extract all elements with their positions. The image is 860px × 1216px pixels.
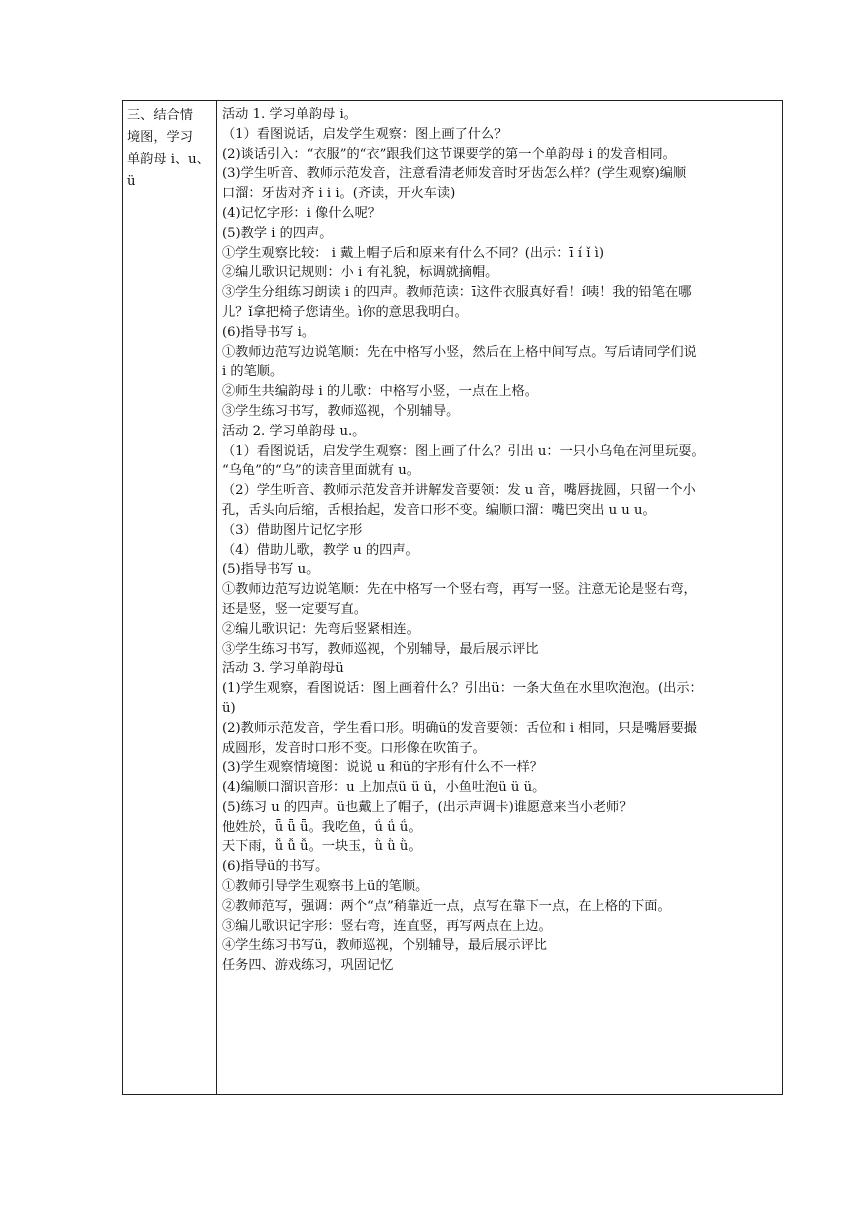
content-line: i 的笔顺。: [222, 364, 284, 380]
content-line: 天下雨，ǚ ǚ ǚ。一块玉，ǜ ǜ ǜ。: [222, 839, 422, 855]
content-line: 还是竖，竖一定要写直。: [222, 601, 368, 617]
section-title-line: 境图，学习: [127, 130, 193, 145]
content-line: （2）学生听音、教师示范发音并讲解发音要领：发 u 音，嘴唇拢圆，只留一个小: [222, 483, 696, 499]
content-line: 任务四、游戏练习，巩固记忆: [222, 958, 394, 974]
content-line: ②编儿歌识记规则：小 i 有礼貌，标调就摘帽。: [222, 265, 499, 281]
lesson-plan-table: [122, 100, 783, 1095]
content-line: (1)学生观察，看图说话：图上画着什么？引出ü：一条大鱼在水里吹泡泡。(出示：: [222, 681, 703, 697]
content-line: ①教师引导学生观察书上ü的笔顺。: [222, 879, 429, 895]
content-line: ②编儿歌识记：先弯后竖紧相连。: [222, 621, 420, 637]
content-line: ③编儿歌识记字形：竖右弯，连直竖，再写两点在上边。: [222, 918, 552, 934]
content-line: ③学生练习书写，教师巡视，个别辅导。: [222, 403, 460, 419]
content-line: (4)记忆字形：i 像什么呢？: [222, 205, 381, 221]
content-line: (3)学生观察情境图：说说 u 和ü的字形有什么不一样？: [222, 760, 543, 776]
content-line: 活动 3. 学习单韵母ü: [222, 661, 344, 677]
section-title-line: 三、结合情: [127, 108, 193, 123]
content-line: “乌龟”的“乌”的读音里面就有 u。: [222, 463, 420, 479]
section-title-cell: [123, 101, 217, 1095]
content-line: (4)编顺口溜识音形：u 上加点ü ü ü，小鱼吐泡ü ü ü。: [222, 780, 546, 796]
content-line: （1）看图说话，启发学生观察：图上画了什么？引出 u：一只小乌龟在河里玩耍。: [222, 443, 705, 459]
section-title-line: ü: [127, 174, 136, 189]
content-line: ③学生练习书写，教师巡视，个别辅导，最后展示评比: [222, 641, 539, 657]
content-line: ②教师范写，强调：两个“点”稍靠近一点，点写在靠下一点，在上格的下面。: [222, 898, 671, 914]
content-line: ①教师边范写边说笔顺：先在中格写一个竖右弯，再写一竖。注意无论是竖右弯，: [222, 582, 697, 598]
table-row: [123, 101, 783, 1095]
content-line: 孔，舌头向后缩，舌根抬起，发音口形不变。编顺口溜：嘴巴突出 u u u。: [222, 502, 656, 518]
content-line: (5)练习 u 的四声。ü也戴上了帽子，(出示声调卡)谁愿意来当小老师？: [222, 799, 633, 815]
content-line: (3)学生听音、教师示范发音，注意看清老师发音时牙齿怎么样？(学生观察)编顺: [222, 166, 687, 182]
content-line: ü): [222, 700, 236, 716]
content-line: (2)谈话引入：“衣服”的“衣”跟我们这节课要学的第一个单韵母 i 的发音相同。: [222, 146, 676, 162]
content-line: 口溜：牙齿对齐 i i i。(齐读，开火车读): [222, 186, 456, 202]
content-line: ②师生共编韵母 i 的儿歌：中格写小竖，一点在上格。: [222, 384, 538, 400]
content-line: (5)指导书写 u。: [222, 562, 320, 578]
content-line: (6)指导ü的书写。: [222, 859, 329, 875]
section-title-line: 单韵母 i、u、: [127, 152, 210, 167]
activities-cell: [217, 101, 783, 1095]
content-line: 儿？ǐ拿把椅子您请坐。ì你的意思我明白。: [222, 304, 468, 320]
content-line: 活动 1. 学习单韵母 i。: [222, 107, 357, 122]
content-line: (2)教师示范发音，学生看口形。明确ü的发音要领：舌位和 i 相同，只是嘴唇要撮: [222, 720, 697, 736]
content-line: 他姓於，ǖ ǖ ǖ。我吃鱼，ǘ ǘ ǘ。: [222, 819, 422, 835]
content-line: ①学生观察比较： i 戴上帽子后和原来有什么不同？(出示：ī í ǐ ì): [222, 245, 605, 261]
content-line: （4）借助儿歌，教学 u 的四声。: [222, 542, 419, 558]
content-line: 成圆形，发音时口形不变。口形像在吹笛子。: [222, 740, 486, 756]
content-line: ①教师边范写边说笔顺：先在中格写小竖，然后在上格中间写点。写后请同学们说: [222, 344, 697, 360]
content-line: 活动 2. 学习单韵母 u.。: [222, 423, 366, 439]
activities-content: [217, 101, 782, 976]
content-line: （3）借助图片记忆字形: [222, 522, 363, 538]
section-title: [123, 102, 216, 193]
content-line: ③学生分组练习朗读 i 的四声。教师范读：ī这件衣服真好看！í咦！我的铅笔在哪: [222, 285, 692, 301]
content-line: （1）看图说话，启发学生观察：图上画了什么？: [222, 126, 508, 142]
content-line: (5)教学 i 的四声。: [222, 225, 333, 241]
content-line: (6)指导书写 i。: [222, 324, 316, 340]
content-line: ④学生练习书写ü，教师巡视，个别辅导，最后展示评比: [222, 938, 547, 954]
